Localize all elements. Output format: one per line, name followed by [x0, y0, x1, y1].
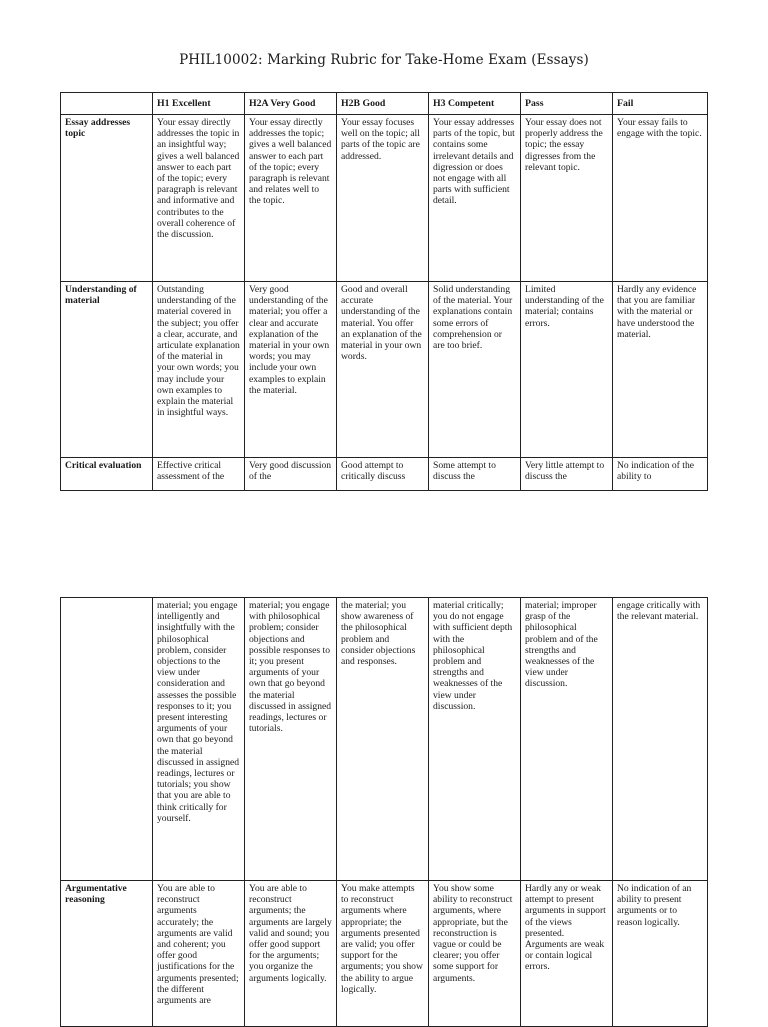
- table-row: [61, 598, 708, 881]
- header-cell-blank: [61, 93, 153, 115]
- rubric-cell: Your essay does not properly address the topic; the essay digresses from the relevant topic.: [521, 115, 613, 282]
- rubric-cell: Very little attempt to discuss the: [521, 458, 613, 491]
- header-row: [61, 93, 708, 115]
- rubric-cell: Good attempt to critically discuss: [337, 458, 429, 491]
- header-cell-h1: H1 Excellent: [153, 93, 245, 115]
- rubric-cell: Solid understanding of the material. Your explanations contain some errors of comprehension or are too brief.: [429, 282, 521, 458]
- header-cell-pass: Pass: [521, 93, 613, 115]
- criterion-cell: Critical evaluation: [61, 458, 153, 491]
- header-cell-h2b: H2B Good: [337, 93, 429, 115]
- rubric-cell: Your essay directly addresses the topic in an insightful way; gives a well balanced answer to each part of the topic; every paragraph is relevant and informative and contributes to the overall coherence of the discussion.: [153, 115, 245, 282]
- rubric-cell: No indication of the ability to: [613, 458, 708, 491]
- header-cell-h3: H3 Competent: [429, 93, 521, 115]
- rubric-cell: Very good understanding of the material; you offer a clear and accurate explanation of the material in your own words; you may include your own examples to explain the material.: [245, 282, 337, 458]
- rubric-cell: Your essay directly addresses the topic; gives a well balanced answer to each part of the topic; every paragraph is relevant and relates well to the topic.: [245, 115, 337, 282]
- rubric-table-page-1: [60, 92, 708, 491]
- rubric-cell: engage critically with the relevant material.: [613, 598, 708, 881]
- criterion-cell: Argumentative reasoning: [61, 881, 153, 1027]
- rubric-cell: material; improper grasp of the philosophical problem and of the strengths and weaknesses of the view under discussion.: [521, 598, 613, 881]
- rubric-cell: You are able to reconstruct arguments; the arguments are largely valid and sound; you offer good support for the arguments; you organize the arguments logically.: [245, 881, 337, 1027]
- rubric-cell: the material; you show awareness of the philosophical problem and consider objections and responses.: [337, 598, 429, 881]
- criterion-cell: Understanding of material: [61, 282, 153, 458]
- rubric-cell: Some attempt to discuss the: [429, 458, 521, 491]
- rubric-cell: material; you engage with philosophical problem; consider objections and possible responses to it; you present arguments of your own that go beyond the material discussed in assigned readings, lectures or tutorials.: [245, 598, 337, 881]
- table-row: [61, 458, 708, 491]
- rubric-cell: material; you engage intelligently and insightfully with the philosophical problem, consider objections to the view under consideration and assesses the possible responses to it; you present interesting arguments of your own that go beyond the material discussed in assigned readings, lectures or tutorials; you show that you are able to think critically for yourself.: [153, 598, 245, 881]
- header-cell-h2a: H2A Very Good: [245, 93, 337, 115]
- rubric-cell: Effective critical assessment of the: [153, 458, 245, 491]
- header-cell-fail: Fail: [613, 93, 708, 115]
- table-row: [61, 115, 708, 282]
- rubric-cell: Limited understanding of the material; contains errors.: [521, 282, 613, 458]
- rubric-cell: Good and overall accurate understanding of the material. You offer an explanation of the material in your own words.: [337, 282, 429, 458]
- rubric-cell: Hardly any evidence that you are familiar with the material or have understood the material.: [613, 282, 708, 458]
- table-row: [61, 881, 708, 1027]
- rubric-cell: Your essay fails to engage with the topic.: [613, 115, 708, 282]
- page-title: PHIL10002: Marking Rubric for Take-Home Exam (Essays): [179, 52, 589, 68]
- rubric-cell: Very good discussion of the: [245, 458, 337, 491]
- rubric-table-page-2: [60, 597, 708, 1027]
- criterion-cell: [61, 598, 153, 881]
- rubric-cell: Your essay addresses parts of the topic, but contains some irrelevant details and digression or does not engage with all parts with sufficient detail.: [429, 115, 521, 282]
- table-row: [61, 282, 708, 458]
- rubric-cell: You show some ability to reconstruct arguments, where appropriate, but the reconstruction is vague or could be clearer; you offer some support for arguments.: [429, 881, 521, 1027]
- rubric-cell: material critically; you do not engage with sufficient depth with the philosophical problem and strengths and weaknesses of the view under discussion.: [429, 598, 521, 881]
- rubric-cell: Hardly any or weak attempt to present arguments in support of the views presented. Arguments are weak or contain logical errors.: [521, 881, 613, 1027]
- rubric-cell: No indication of an ability to present arguments or to reason logically.: [613, 881, 708, 1027]
- criterion-cell: Essay addresses topic: [61, 115, 153, 282]
- rubric-cell: You make attempts to reconstruct arguments where appropriate; the arguments presented are valid; you offer support for the arguments; you show the ability to argue logically.: [337, 881, 429, 1027]
- rubric-cell: You are able to reconstruct arguments accurately; the arguments are valid and coherent; you offer good justifications for the arguments presented; the different arguments are: [153, 881, 245, 1027]
- rubric-cell: Outstanding understanding of the material covered in the subject; you offer a clear, accurate, and articulate explanation of the material in your own words; you may include your own examples to explain the material in insightful ways.: [153, 282, 245, 458]
- rubric-cell: Your essay focuses well on the topic; all parts of the topic are addressed.: [337, 115, 429, 282]
